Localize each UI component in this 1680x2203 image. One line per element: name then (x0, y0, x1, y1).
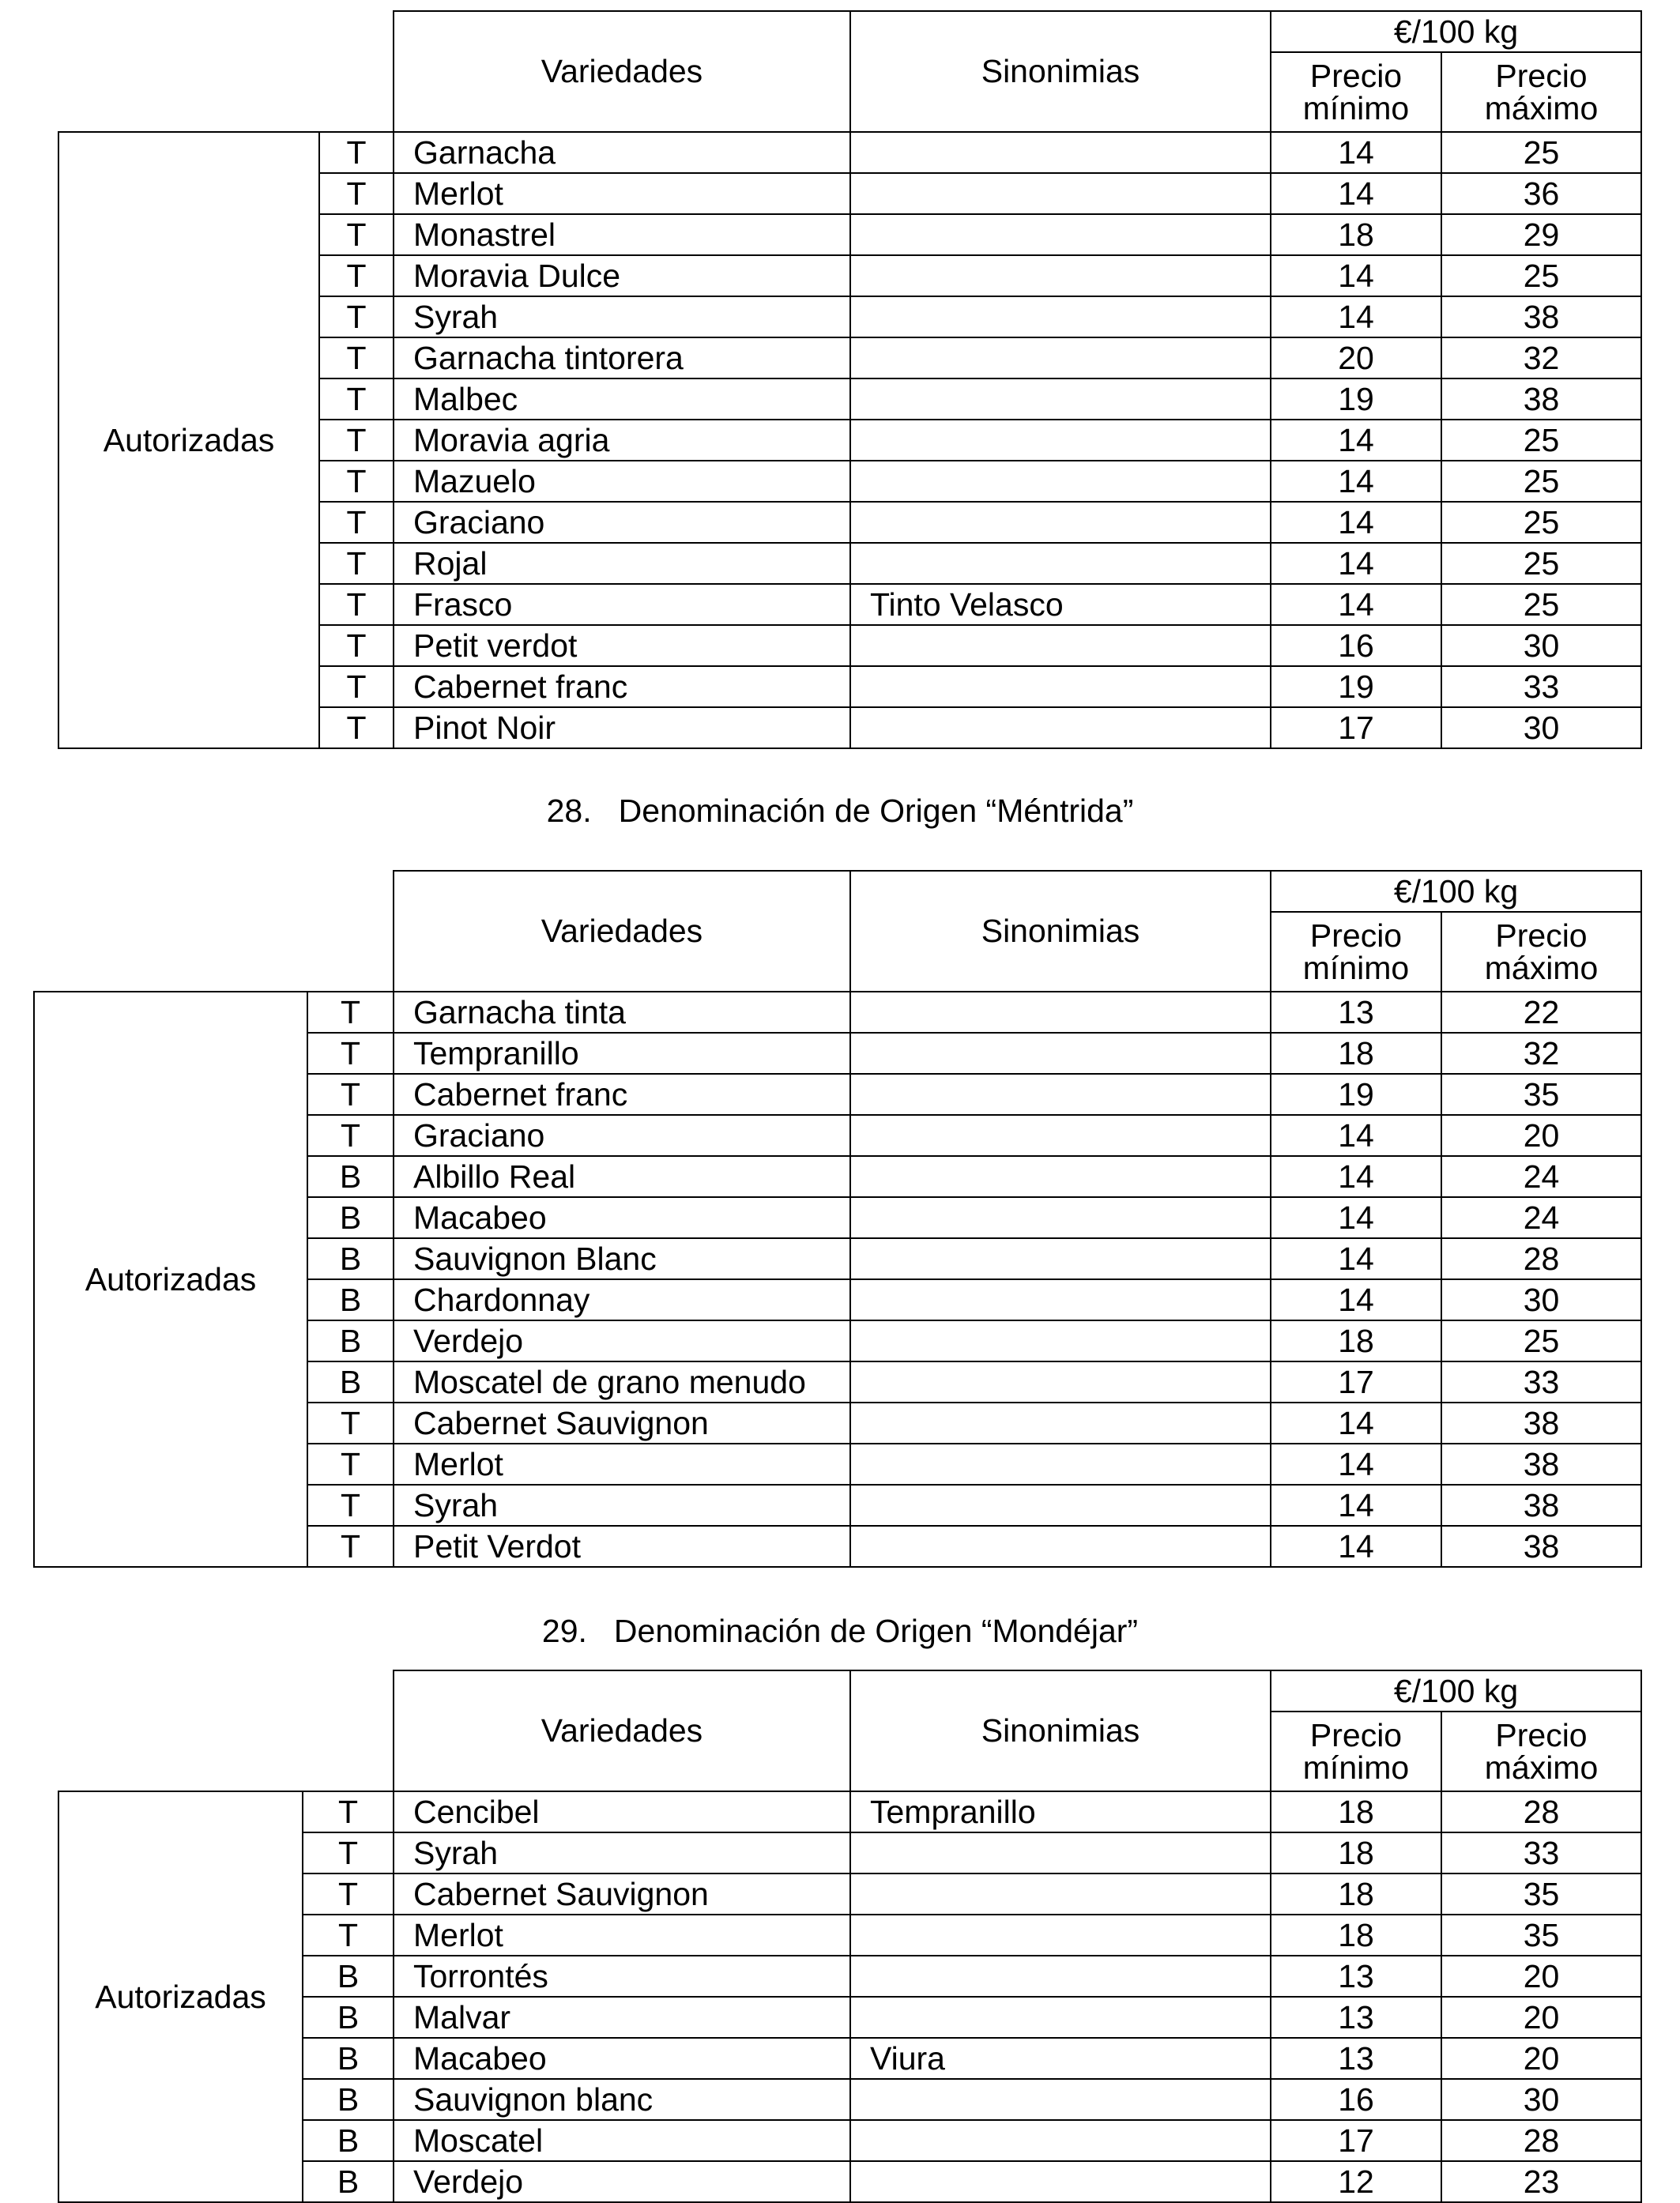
variety-name: Verdejo (394, 2161, 850, 2202)
precio-minimo-value: 14 (1271, 1444, 1441, 1485)
color-code: T (319, 173, 394, 214)
color-code: B (303, 1997, 394, 2038)
synonym: Viura (850, 2038, 1271, 2079)
synonym (850, 666, 1271, 707)
precio-minimo-value: 19 (1271, 1074, 1441, 1115)
header-line: máximo (1484, 949, 1599, 986)
precio-minimo-value: 18 (1271, 1320, 1441, 1361)
precio-minimo-value: 18 (1271, 1791, 1441, 1832)
variety-name: Garnacha tintorera (394, 337, 850, 378)
section-heading: Denominación de Origen “Méntrida” (618, 793, 1134, 829)
variety-name: Graciano (394, 1115, 850, 1156)
table-row (34, 992, 1641, 1033)
varieties-table (33, 870, 1642, 1568)
header-line: mínimo (1302, 949, 1410, 986)
color-code: T (319, 502, 394, 543)
precio-minimo-value: 12 (1271, 2161, 1441, 2202)
color-code: T (319, 461, 394, 502)
precio-minimo-value: 16 (1271, 2079, 1441, 2120)
header-line: Precio (1495, 1716, 1588, 1753)
color-code: T (319, 584, 394, 625)
color-code: T (307, 1485, 394, 1526)
category-label: Autorizadas (34, 992, 307, 1567)
color-code: B (307, 1361, 394, 1403)
precio-minimo-value: 14 (1271, 584, 1441, 625)
precio-maximo-value: 32 (1441, 1033, 1641, 1074)
header-line: mínimo (1302, 1749, 1410, 1786)
synonym (850, 1873, 1271, 1915)
precio-maximo-value: 35 (1441, 1915, 1641, 1956)
section-title-29 (0, 1615, 1680, 1648)
variety-name: Syrah (394, 1832, 850, 1873)
synonym (850, 173, 1271, 214)
synonym (850, 2079, 1271, 2120)
precio-maximo-value: 38 (1441, 296, 1641, 337)
precio-minimo-value: 14 (1271, 461, 1441, 502)
precio-minimo-value: 18 (1271, 214, 1441, 255)
synonym (850, 2161, 1271, 2202)
variety-name: Malvar (394, 1997, 850, 2038)
precio-minimo-value: 17 (1271, 707, 1441, 748)
color-code: B (307, 1320, 394, 1361)
header-unit: €/100 kg (1271, 871, 1641, 912)
variety-name: Cencibel (394, 1791, 850, 1832)
header-sinonimias: Sinonimias (850, 1670, 1271, 1791)
color-code: B (307, 1156, 394, 1197)
variety-name: Macabeo (394, 1197, 850, 1238)
precio-maximo-value: 38 (1441, 378, 1641, 420)
variety-name: Merlot (394, 1444, 850, 1485)
color-code: B (303, 2120, 394, 2161)
header-variedades: Variedades (394, 1670, 850, 1791)
synonym (850, 1320, 1271, 1361)
synonym (850, 707, 1271, 748)
precio-minimo-value: 14 (1271, 1403, 1441, 1444)
synonym (850, 132, 1271, 173)
precio-minimo-value: 17 (1271, 2120, 1441, 2161)
synonym (850, 420, 1271, 461)
header-precio-maximo (1441, 52, 1641, 132)
header-sinonimias: Sinonimias (850, 871, 1271, 992)
precio-maximo-value: 30 (1441, 707, 1641, 748)
variety-name: Cabernet franc (394, 666, 850, 707)
color-code: T (307, 1033, 394, 1074)
section-number: 28. (546, 793, 592, 829)
variety-name: Macabeo (394, 2038, 850, 2079)
precio-minimo-value: 14 (1271, 1526, 1441, 1567)
synonym (850, 502, 1271, 543)
header-unit: €/100 kg (1271, 1670, 1641, 1712)
precio-maximo-value: 25 (1441, 584, 1641, 625)
variety-name: Merlot (394, 173, 850, 214)
variety-name: Rojal (394, 543, 850, 584)
synonym (850, 1279, 1271, 1320)
header-line: Precio (1495, 57, 1588, 94)
precio-minimo-value: 13 (1271, 1997, 1441, 2038)
precio-maximo-value: 30 (1441, 1279, 1641, 1320)
precio-maximo-value: 25 (1441, 420, 1641, 461)
precio-maximo-value: 25 (1441, 1320, 1641, 1361)
header-line: máximo (1484, 89, 1599, 126)
variety-name: Sauvignon blanc (394, 2079, 850, 2120)
synonym (850, 461, 1271, 502)
precio-minimo-value: 13 (1271, 2038, 1441, 2079)
color-code: T (319, 543, 394, 584)
synonym (850, 625, 1271, 666)
header-precio-minimo (1271, 1712, 1441, 1791)
variety-name: Petit verdot (394, 625, 850, 666)
color-code: T (307, 1115, 394, 1156)
variety-name: Tempranillo (394, 1033, 850, 1074)
precio-minimo-value: 18 (1271, 1915, 1441, 1956)
header-precio-maximo (1441, 1712, 1641, 1791)
color-code: T (307, 1526, 394, 1567)
precio-maximo-value: 29 (1441, 214, 1641, 255)
precio-minimo-value: 13 (1271, 1956, 1441, 1997)
table-row (58, 1791, 1641, 1832)
precio-minimo-value: 14 (1271, 543, 1441, 584)
precio-minimo-value: 14 (1271, 173, 1441, 214)
variety-name: Verdejo (394, 1320, 850, 1361)
synonym (850, 255, 1271, 296)
header-line: Precio (1309, 1716, 1403, 1753)
precio-maximo-value: 35 (1441, 1074, 1641, 1115)
synonym (850, 543, 1271, 584)
synonym (850, 2120, 1271, 2161)
variety-name: Frasco (394, 584, 850, 625)
color-code: T (319, 255, 394, 296)
variety-name: Mazuelo (394, 461, 850, 502)
variety-name: Cabernet Sauvignon (394, 1403, 850, 1444)
precio-minimo-value: 14 (1271, 1156, 1441, 1197)
color-code: B (307, 1238, 394, 1279)
precio-maximo-value: 36 (1441, 173, 1641, 214)
precio-maximo-value: 30 (1441, 2079, 1641, 2120)
color-code: T (307, 1074, 394, 1115)
synonym (850, 378, 1271, 420)
variety-name: Merlot (394, 1915, 850, 1956)
precio-minimo-value: 14 (1271, 1238, 1441, 1279)
header-variedades: Variedades (394, 871, 850, 992)
precio-minimo-value: 14 (1271, 1197, 1441, 1238)
precio-maximo-value: 35 (1441, 1873, 1641, 1915)
variety-name: Graciano (394, 502, 850, 543)
category-label: Autorizadas (58, 1791, 303, 2202)
variety-name: Malbec (394, 378, 850, 420)
synonym (850, 1485, 1271, 1526)
synonym: Tinto Velasco (850, 584, 1271, 625)
precio-minimo-value: 14 (1271, 1115, 1441, 1156)
precio-minimo-value: 17 (1271, 1361, 1441, 1403)
precio-maximo-value: 25 (1441, 461, 1641, 502)
precio-maximo-value: 24 (1441, 1197, 1641, 1238)
precio-maximo-value: 23 (1441, 2161, 1641, 2202)
header-line: máximo (1484, 1749, 1599, 1786)
varieties-table (58, 10, 1642, 749)
variety-name: Cabernet franc (394, 1074, 850, 1115)
precio-minimo-value: 18 (1271, 1832, 1441, 1873)
color-code: T (319, 378, 394, 420)
precio-maximo-value: 20 (1441, 2038, 1641, 2079)
synonym (850, 337, 1271, 378)
precio-maximo-value: 33 (1441, 1361, 1641, 1403)
synonym (850, 1956, 1271, 1997)
variety-name: Monastrel (394, 214, 850, 255)
synonym (850, 1403, 1271, 1444)
color-code: B (303, 2079, 394, 2120)
synonym (850, 1832, 1271, 1873)
synonym (850, 214, 1271, 255)
color-code: B (303, 2038, 394, 2079)
color-code: T (303, 1873, 394, 1915)
color-code: T (319, 707, 394, 748)
variety-name: Sauvignon Blanc (394, 1238, 850, 1279)
precio-minimo-value: 19 (1271, 378, 1441, 420)
section-heading: Denominación de Origen “Mondéjar” (613, 1613, 1139, 1649)
precio-minimo-value: 14 (1271, 1485, 1441, 1526)
precio-maximo-value: 28 (1441, 1238, 1641, 1279)
variety-name: Syrah (394, 296, 850, 337)
header-sinonimias: Sinonimias (850, 11, 1271, 132)
synonym (850, 296, 1271, 337)
precio-maximo-value: 33 (1441, 666, 1641, 707)
variety-name: Cabernet Sauvignon (394, 1873, 850, 1915)
precio-minimo-value: 14 (1271, 296, 1441, 337)
precio-minimo-value: 14 (1271, 502, 1441, 543)
header-line: Precio (1309, 57, 1403, 94)
synonym (850, 1997, 1271, 2038)
synonym (850, 992, 1271, 1033)
color-code: T (319, 132, 394, 173)
precio-maximo-value: 20 (1441, 1956, 1641, 1997)
varieties-table (58, 1670, 1642, 2203)
color-code: T (319, 296, 394, 337)
precio-minimo-value: 14 (1271, 255, 1441, 296)
precio-maximo-value: 28 (1441, 1791, 1641, 1832)
synonym (850, 1156, 1271, 1197)
synonym (850, 1033, 1271, 1074)
precio-maximo-value: 25 (1441, 255, 1641, 296)
header-precio-maximo (1441, 912, 1641, 992)
precio-maximo-value: 24 (1441, 1156, 1641, 1197)
precio-minimo-value: 14 (1271, 1279, 1441, 1320)
precio-maximo-value: 38 (1441, 1485, 1641, 1526)
synonym (850, 1915, 1271, 1956)
color-code: T (319, 214, 394, 255)
variety-name: Petit Verdot (394, 1526, 850, 1567)
variety-name: Garnacha tinta (394, 992, 850, 1033)
synonym (850, 1115, 1271, 1156)
variety-name: Moscatel (394, 2120, 850, 2161)
variety-name: Torrontés (394, 1956, 850, 1997)
table-row (58, 132, 1641, 173)
variety-name: Albillo Real (394, 1156, 850, 1197)
header-blank-cell (58, 1670, 394, 1791)
color-code: T (307, 1403, 394, 1444)
precio-minimo-value: 19 (1271, 666, 1441, 707)
color-code: T (303, 1791, 394, 1832)
header-line: mínimo (1302, 89, 1410, 126)
section-title-28 (0, 795, 1680, 827)
header-precio-minimo (1271, 912, 1441, 992)
variety-name: Moscatel de grano menudo (394, 1361, 850, 1403)
precio-maximo-value: 20 (1441, 1115, 1641, 1156)
precio-maximo-value: 38 (1441, 1526, 1641, 1567)
color-code: T (319, 337, 394, 378)
precio-maximo-value: 30 (1441, 625, 1641, 666)
variety-name: Moravia agria (394, 420, 850, 461)
synonym (850, 1444, 1271, 1485)
header-unit: €/100 kg (1271, 11, 1641, 52)
color-code: T (319, 666, 394, 707)
synonym (850, 1074, 1271, 1115)
precio-minimo-value: 20 (1271, 337, 1441, 378)
variety-name: Garnacha (394, 132, 850, 173)
header-variedades: Variedades (394, 11, 850, 132)
synonym (850, 1238, 1271, 1279)
header-precio-minimo (1271, 52, 1441, 132)
precio-minimo-value: 16 (1271, 625, 1441, 666)
precio-maximo-value: 38 (1441, 1403, 1641, 1444)
precio-minimo-value: 13 (1271, 992, 1441, 1033)
color-code: T (319, 625, 394, 666)
precio-maximo-value: 25 (1441, 543, 1641, 584)
color-code: T (307, 1444, 394, 1485)
color-code: B (307, 1197, 394, 1238)
synonym (850, 1526, 1271, 1567)
header-blank-cell (58, 11, 394, 132)
precio-minimo-value: 18 (1271, 1033, 1441, 1074)
section-number: 29. (541, 1613, 587, 1649)
precio-maximo-value: 22 (1441, 992, 1641, 1033)
precio-maximo-value: 33 (1441, 1832, 1641, 1873)
precio-maximo-value: 38 (1441, 1444, 1641, 1485)
precio-minimo-value: 14 (1271, 132, 1441, 173)
synonym (850, 1197, 1271, 1238)
synonym: Tempranillo (850, 1791, 1271, 1832)
color-code: T (319, 420, 394, 461)
header-line: Precio (1495, 917, 1588, 954)
variety-name: Chardonnay (394, 1279, 850, 1320)
category-label: Autorizadas (58, 132, 319, 748)
precio-maximo-value: 20 (1441, 1997, 1641, 2038)
variety-name: Pinot Noir (394, 707, 850, 748)
precio-minimo-value: 14 (1271, 420, 1441, 461)
variety-name: Syrah (394, 1485, 850, 1526)
color-code: T (303, 1915, 394, 1956)
precio-maximo-value: 28 (1441, 2120, 1641, 2161)
color-code: B (303, 2161, 394, 2202)
precio-maximo-value: 25 (1441, 502, 1641, 543)
color-code: T (303, 1832, 394, 1873)
header-blank-cell (34, 871, 394, 992)
color-code: T (307, 992, 394, 1033)
synonym (850, 1361, 1271, 1403)
variety-name: Moravia Dulce (394, 255, 850, 296)
precio-minimo-value: 18 (1271, 1873, 1441, 1915)
precio-maximo-value: 32 (1441, 337, 1641, 378)
color-code: B (307, 1279, 394, 1320)
color-code: B (303, 1956, 394, 1997)
header-line: Precio (1309, 917, 1403, 954)
precio-maximo-value: 25 (1441, 132, 1641, 173)
